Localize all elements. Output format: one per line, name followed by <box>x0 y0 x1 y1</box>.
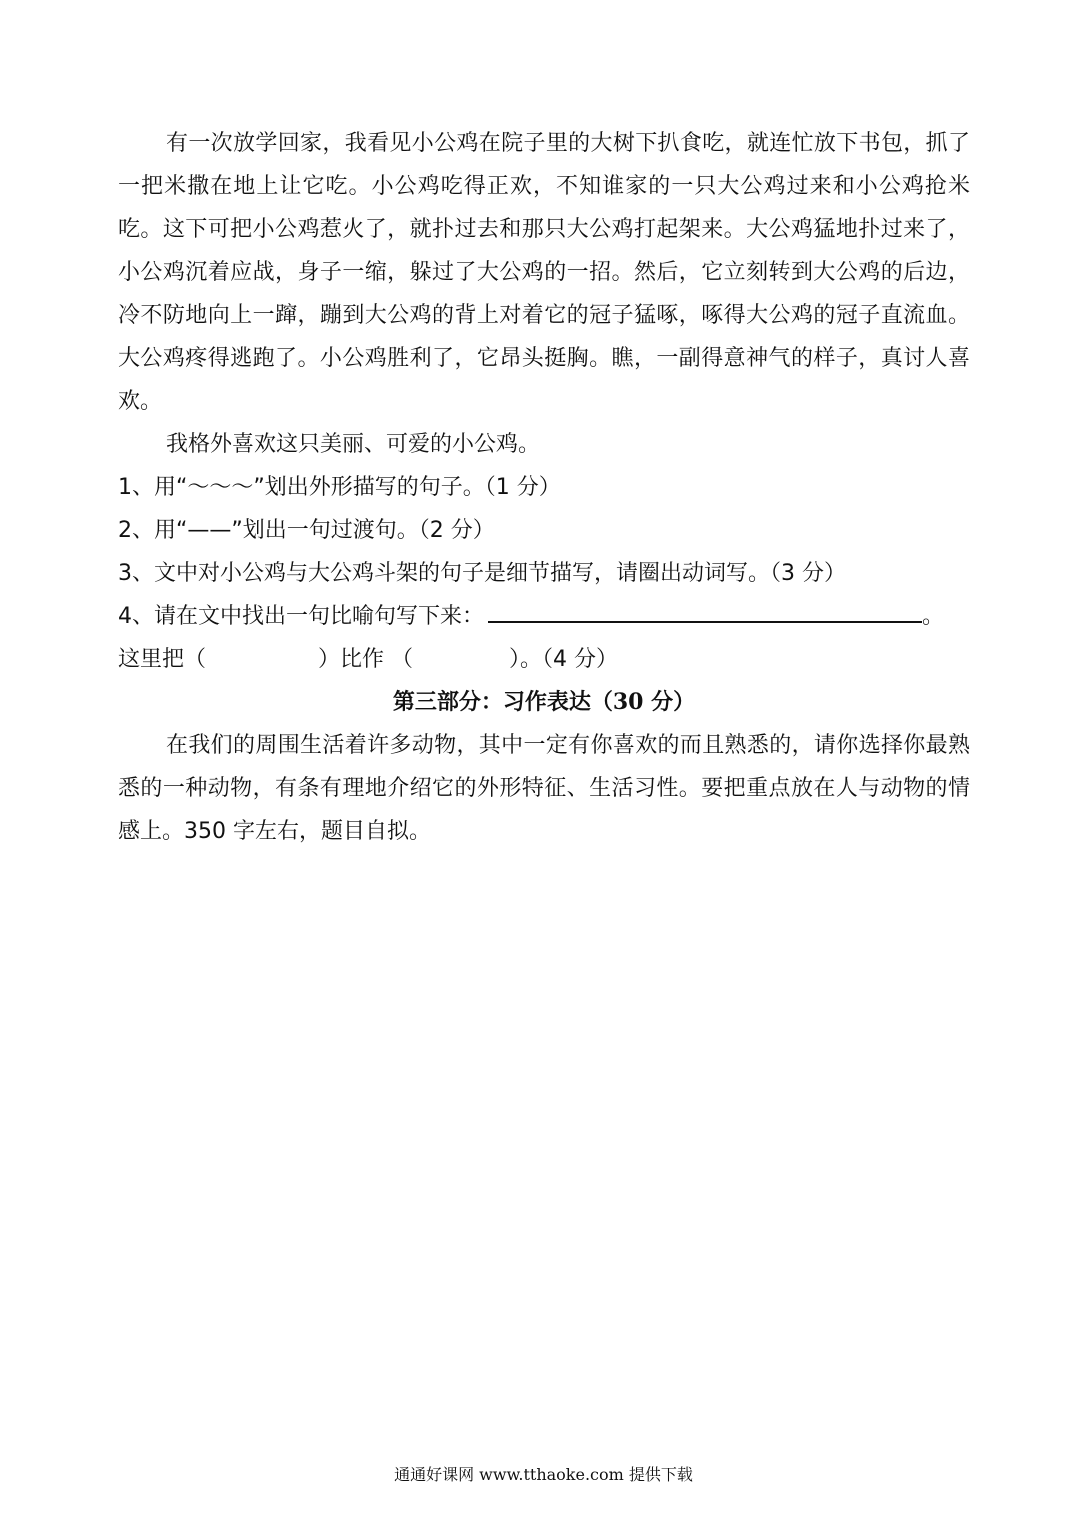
question-3: 3、文中对小公鸡与大公鸡斗架的句子是细节描写，请圈出动词写。（3 分） <box>118 561 846 586</box>
question-4-end: 。 <box>922 604 945 629</box>
question-4-followup <box>118 638 970 681</box>
section-3-title: 第三部分：习作表达（30 分） <box>392 689 696 715</box>
followup-part-3: ）。（4 分） <box>509 647 619 672</box>
section-3-prompt: 在我们的周围生活着许多动物，其中一定有你喜欢的而且熟悉的，请你选择你最熟悉的一种动物，有条有理地介绍它的外形特征、生活习性。要把重点放在人与动物的情感上。350 字左右，题目自拟。 <box>118 733 970 844</box>
question-4-prompt: 4、请在文中找出一句比喻句写下来： <box>118 604 484 629</box>
page-footer: 通通好课网 www.tthaoke.com 提供下载 <box>394 1465 693 1484</box>
followup-part-1: 这里把（ <box>118 647 207 672</box>
question-4 <box>118 595 970 638</box>
question-2: 2、用“——”划出一句过渡句。（2 分） <box>118 518 495 543</box>
story-paragraph-1: 有一次放学回家，我看见小公鸡在院子里的大树下扒食吃，就连忙放下书包，抓了一把米撒在地上让它吃。小公鸡吃得正欢，不知谁家的一只大公鸡过来和小公鸡抢米吃。这下可把小公鸡惹火了，就扑过去和那只大公鸡打起架来。大公鸡猛地扑过来了，小公鸡沉着应战，身子一缩，躲过了大公鸡的一招。然后，它立刻转到大公鸡的后边，冷不防地向上一蹿，蹦到大公鸡的背上对着它的冠子猛啄，啄得大公鸡的冠子直流血。大公鸡疼得逃跑了。小公鸡胜利了，它昂头挺胸。瞧，一副得意神气的样子，真讨人喜欢。 <box>118 131 970 414</box>
page-content <box>118 122 970 853</box>
followup-part-2: ）比作 （ <box>318 647 414 672</box>
question-1: 1、用“～～～”划出外形描写的句子。（1 分） <box>118 475 561 500</box>
story-paragraph-2: 我格外喜欢这只美丽、可爱的小公鸡。 <box>166 432 541 457</box>
answer-blank-line <box>488 595 922 623</box>
